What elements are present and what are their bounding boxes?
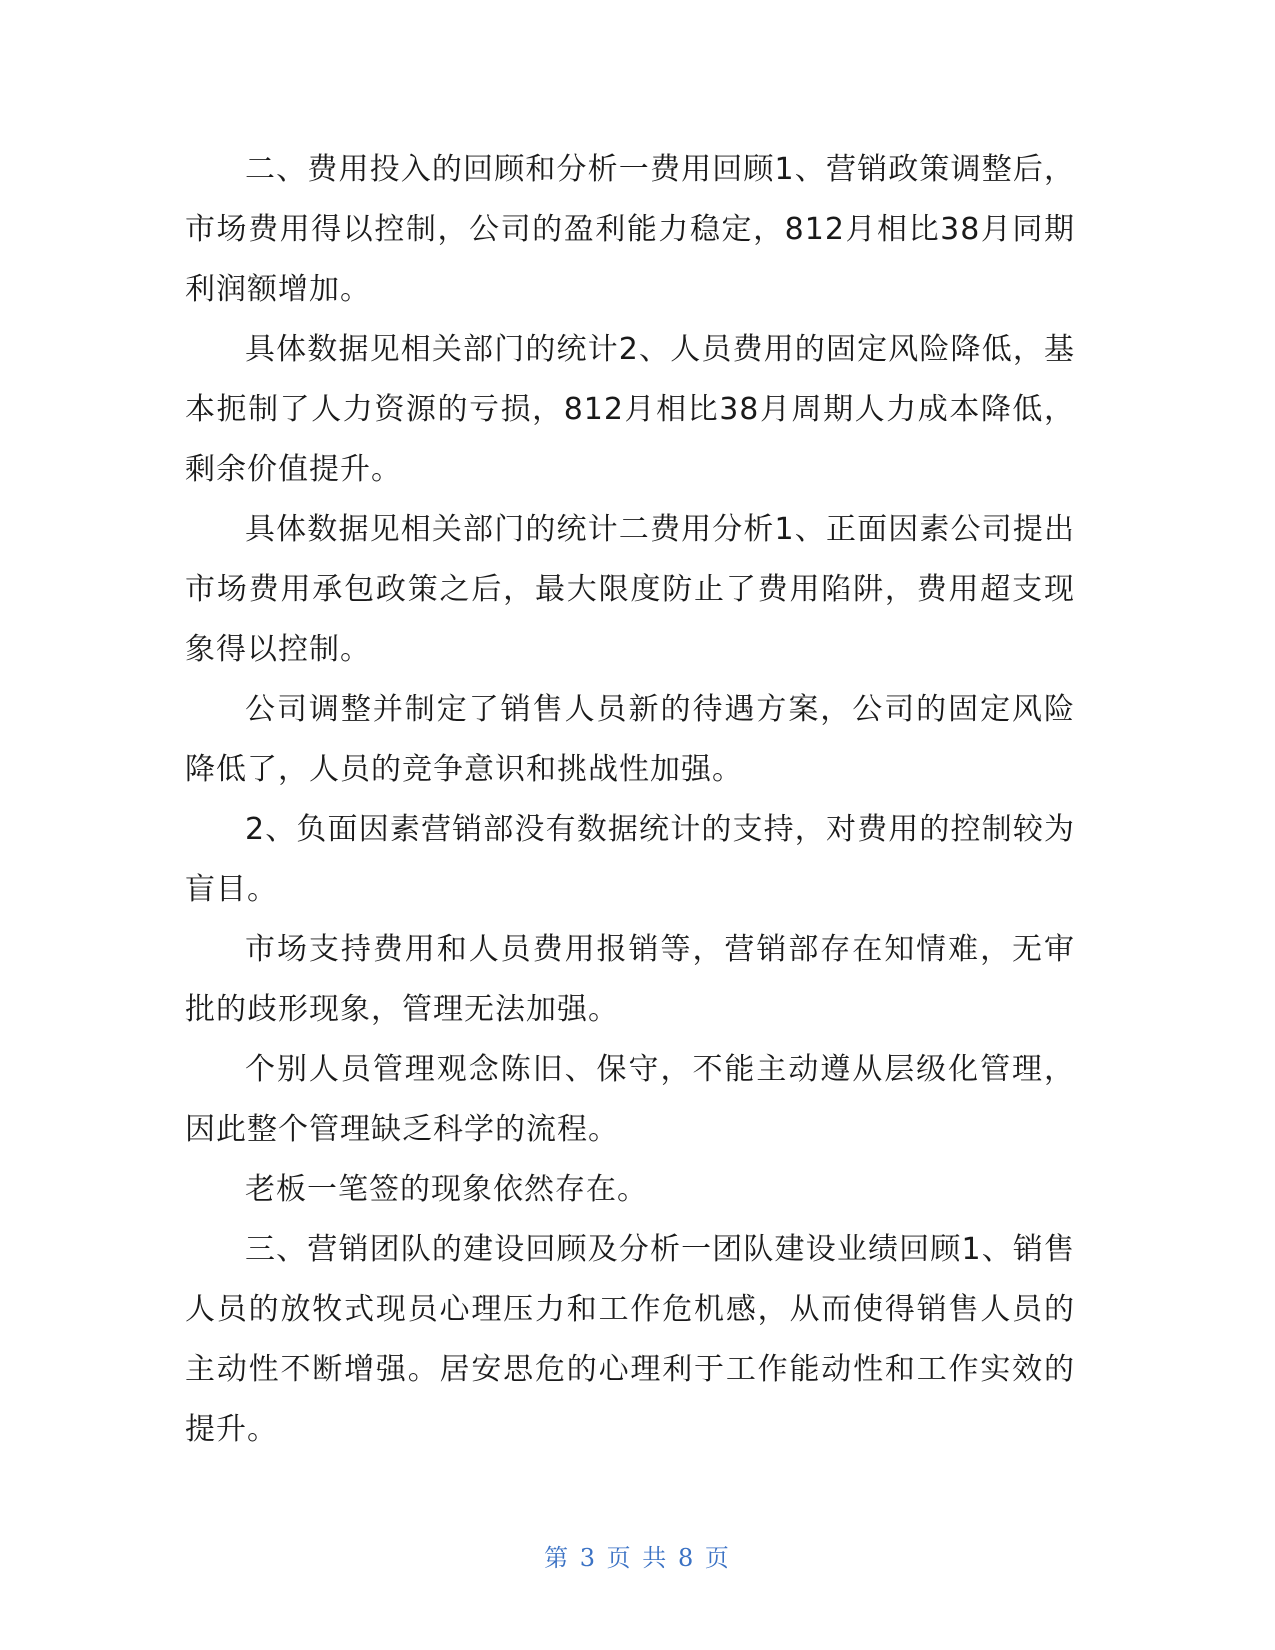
paragraph: 三、营销团队的建设回顾及分析一团队建设业绩回顾1、销售人员的放牧式现员心理压力和工作危机感，从而使得销售人员的主动性不断增强。居安思危的心理利于工作能动性和工作实效的提升。	[185, 1232, 1075, 1447]
paragraph: 个别人员管理观念陈旧、保守，不能主动遵从层级化管理，因此整个管理缺乏科学的流程。	[185, 1052, 1075, 1147]
paragraph: 2、负面因素营销部没有数据统计的支持，对费用的控制较为盲目。	[185, 812, 1075, 907]
paragraph: 老板一笔签的现象依然存在。	[245, 1172, 648, 1207]
page-number-footer: 第 3 页 共 8 页	[544, 1544, 731, 1572]
paragraph: 公司调整并制定了销售人员新的待遇方案，公司的固定风险降低了，人员的竞争意识和挑战性加强。	[185, 692, 1075, 787]
paragraph: 二、费用投入的回顾和分析一费用回顾1、营销政策调整后，市场费用得以控制，公司的盈利能力稳定，812月相比38月同期利润额增加。	[185, 152, 1075, 307]
document-body	[185, 140, 1075, 1460]
paragraph: 市场支持费用和人员费用报销等，营销部存在知情难，无审批的歧形现象，管理无法加强。	[185, 932, 1075, 1027]
paragraph: 具体数据见相关部门的统计二费用分析1、正面因素公司提出市场费用承包政策之后，最大限度防止了费用陷阱，费用超支现象得以控制。	[185, 512, 1075, 667]
paragraph: 具体数据见相关部门的统计2、人员费用的固定风险降低，基本扼制了人力资源的亏损，812月相比38月周期人力成本降低，剩余价值提升。	[185, 332, 1075, 487]
